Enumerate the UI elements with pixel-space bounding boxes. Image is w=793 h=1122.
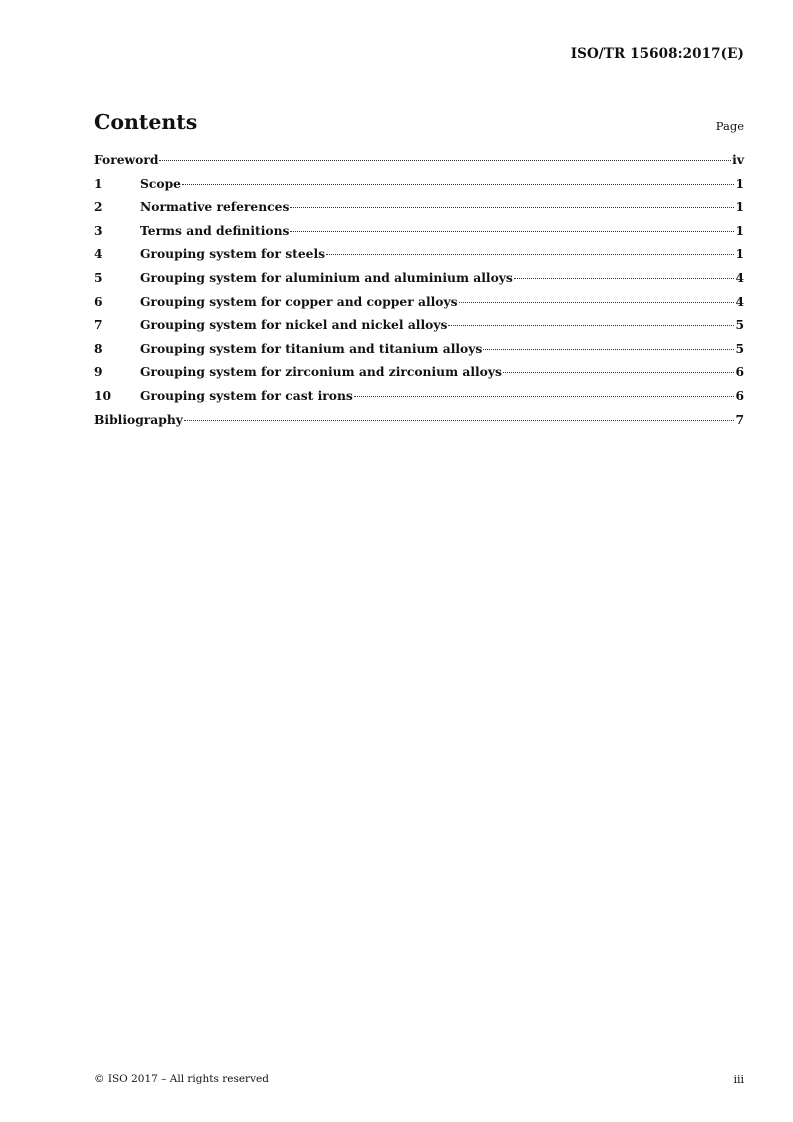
toc-entry-number: 8: [94, 340, 103, 356]
contents-heading: Contents: [94, 110, 198, 134]
toc-entry-title: Foreword: [94, 152, 159, 167]
toc-entry-page: 7: [735, 411, 744, 427]
toc-entry-page: iv: [732, 152, 744, 167]
page-number: iii: [733, 1073, 744, 1086]
toc-entry-page: 6: [735, 364, 744, 380]
toc-entry-aluminium[interactable]: [94, 270, 744, 294]
toc-entry-titanium[interactable]: [94, 341, 744, 365]
dot-leader: [514, 278, 735, 279]
toc-entry-zirconium[interactable]: [94, 364, 744, 388]
copyright-notice: © ISO 2017 – All rights reserved: [94, 1073, 269, 1085]
dot-leader: [503, 372, 734, 373]
toc-entry-page: 5: [735, 317, 744, 333]
toc-entry-title: Bibliography: [94, 411, 183, 427]
toc-entry-number: 7: [94, 317, 103, 333]
toc-entry-title: Grouping system for aluminium and aluminium alloys: [140, 269, 513, 285]
toc-entry-nickel[interactable]: [94, 317, 744, 341]
page-column-label: Page: [715, 119, 744, 133]
toc-entry-title: Grouping system for nickel and nickel alloys: [140, 317, 448, 333]
toc-entry-title: Scope: [140, 175, 181, 191]
document-id: ISO/TR 15608:2017(E): [570, 46, 744, 62]
table-of-contents: [94, 152, 744, 435]
toc-entry-number: 9: [94, 364, 103, 380]
toc-entry-steels[interactable]: [94, 246, 744, 270]
toc-entry-title: Normative references: [140, 199, 290, 215]
toc-entry-title: Grouping system for copper and copper alloys: [140, 293, 458, 309]
dot-leader: [184, 420, 735, 421]
dot-leader: [182, 184, 734, 185]
toc-entry-title: Terms and definitions: [140, 222, 290, 238]
toc-entry-title: Grouping system for steels: [140, 246, 326, 262]
dot-leader: [290, 207, 734, 208]
toc-entry-number: 2: [94, 199, 103, 215]
toc-entry-page: 1: [735, 175, 744, 191]
toc-entry-copper[interactable]: [94, 294, 744, 318]
dot-leader: [159, 160, 731, 161]
toc-entry-foreword[interactable]: [94, 152, 744, 176]
toc-entry-title: Grouping system for titanium and titanium alloys: [140, 340, 483, 356]
dot-leader: [290, 231, 734, 232]
dot-leader: [448, 325, 734, 326]
toc-entry-page: 1: [735, 246, 744, 262]
toc-entry-number: 4: [94, 246, 103, 262]
toc-entry-cast-irons[interactable]: [94, 388, 744, 412]
toc-entry-page: 5: [735, 340, 744, 356]
dot-leader: [326, 254, 734, 255]
toc-entry-terms-and-definitions[interactable]: [94, 223, 744, 247]
toc-entry-bibliography[interactable]: [94, 412, 744, 436]
toc-entry-page: 6: [735, 387, 744, 403]
toc-entry-normative-references[interactable]: [94, 199, 744, 223]
dot-leader: [354, 396, 735, 397]
toc-entry-page: 4: [735, 269, 744, 285]
toc-entry-number: 3: [94, 222, 103, 238]
dot-leader: [483, 349, 734, 350]
toc-entry-page: 1: [735, 199, 744, 215]
toc-entry-number: 10: [94, 387, 112, 403]
toc-entry-number: 5: [94, 269, 103, 285]
toc-entry-scope[interactable]: [94, 176, 744, 200]
toc-entry-page: 4: [735, 293, 744, 309]
toc-entry-number: 6: [94, 293, 103, 309]
toc-entry-number: 1: [94, 175, 103, 191]
toc-entry-title: Grouping system for zirconium and zirconium alloys: [140, 364, 502, 380]
dot-leader: [459, 302, 735, 303]
toc-entry-title: Grouping system for cast irons: [140, 387, 353, 403]
toc-entry-page: 1: [735, 222, 744, 238]
